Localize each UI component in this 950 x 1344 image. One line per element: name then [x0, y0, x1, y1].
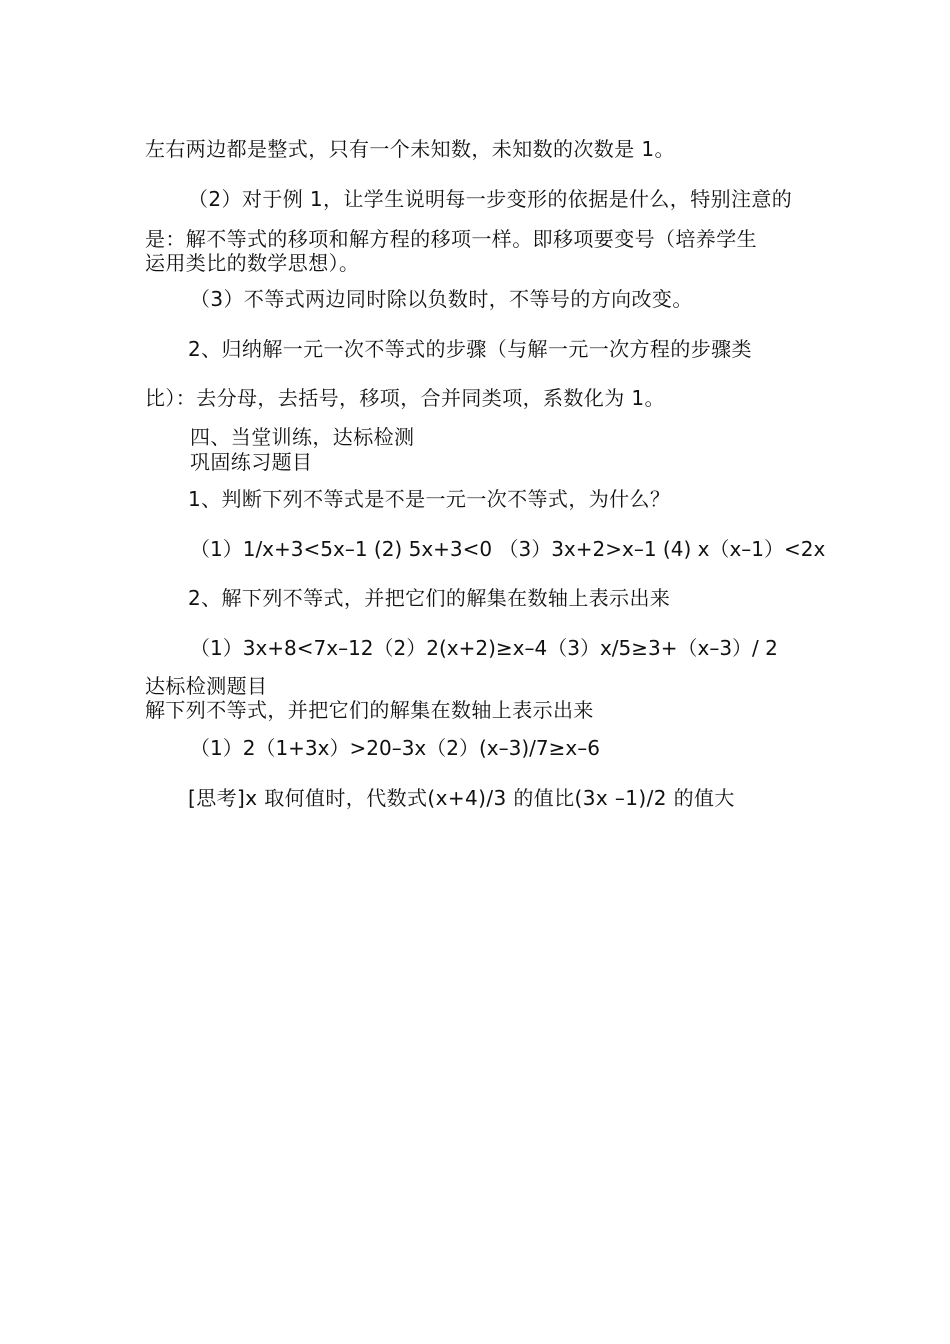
text-line: 2、归纳解一元一次不等式的步骤（与解一元一次方程的步骤类	[188, 337, 752, 361]
exercise-items: （1）1/x+3<5x–1 (2) 5x+3<0 （3）3x+2>x–1 (4) x（x–1）<2x	[190, 537, 826, 561]
text-line: 是：解不等式的移项和解方程的移项一样。即移项要变号（培养学生	[145, 227, 757, 251]
exercise-question: 1、判断下列不等式是不是一元一次不等式，为什么？	[188, 487, 671, 511]
thinking-question: [思考]x 取何值时，代数式(x+4)/3 的值比(3x –1)/2 的值大	[188, 786, 735, 810]
exercise-items: （1）2（1+3x）>20–3x（2）(x–3)/7≥x–6	[190, 736, 600, 760]
exercise-question: 2、解下列不等式，并把它们的解集在数轴上表示出来	[188, 586, 671, 610]
text-line: 左右两边都是整式，只有一个未知数，未知数的次数是 1。	[145, 137, 675, 161]
subsection-heading: 达标检测题目	[145, 674, 268, 698]
text-line: （3）不等式两边同时除以负数时，不等号的方向改变。	[190, 287, 693, 311]
text-line: 运用类比的数学思想）。	[145, 251, 360, 275]
exercise-question: 解下列不等式，并把它们的解集在数轴上表示出来	[145, 698, 594, 722]
exercise-items: （1）3x+8<7x–12（2）2(x+2)≥x–4（3）x/5≥3+（x–3）/ 2	[190, 636, 778, 660]
section-heading: 四、当堂训练，达标检测	[190, 425, 415, 449]
subsection-heading: 巩固练习题目	[190, 450, 313, 474]
text-line: 比）：去分母，去括号，移项，合并同类项，系数化为 1。	[145, 386, 665, 410]
text-line: （2）对于例 1，让学生说明每一步变形的依据是什么，特别注意的	[188, 187, 793, 211]
